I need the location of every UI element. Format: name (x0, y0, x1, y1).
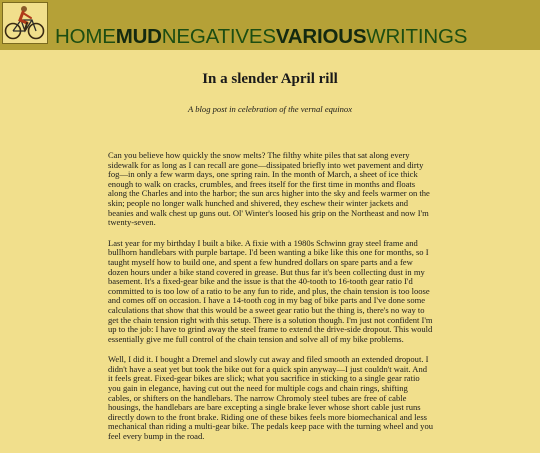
nav-various[interactable]: VARIOUS (275, 25, 367, 48)
nav-home[interactable]: HOME (55, 25, 116, 48)
bicycle-rider-icon (3, 3, 47, 43)
nav-writings[interactable]: WRITINGS (366, 25, 468, 48)
post-body (108, 151, 433, 453)
site-logo[interactable] (2, 2, 48, 44)
post-title: In a slender April rill (202, 71, 338, 87)
site-header (0, 0, 540, 50)
nav-negatives[interactable]: NEGATIVES (161, 25, 276, 48)
post-paragraph: Well, I did it. I bought a Dremel and slowly cut away and filed smooth an extended dropout. I didn't have a seat yet but took the bike out for a quick spin anyway—I just couldn't wait. And it feels great. Fixed-gear bikes are slick; what you sacrifice in sticking to a single gear ratio you gain in elegance, having cut out the need for multiple cogs and chain rings, shifting cables, or shifters on the handlebars. The narrow Chromoly steel tubes are free of cable housings, the handlebars are bare excepting a single brake lever whose short cable just runs directly down to the front brake. Riding one of these bikes feels more biomechanical and less mechanical than riding a multi-gear bike. The pedals keep pace with the turning wheel and you feel every bump in the road. (108, 354, 433, 442)
nav-mud[interactable]: MUD (115, 25, 162, 48)
main-nav (55, 26, 467, 48)
post-paragraph: Last year for my birthday I built a bike. A fixie with a 1980s Schwinn gray steel frame and bullhorn handlebars with purple bartape. I'd been wanting a bike like this one for months, so I taught myself how to build one, and spent a few hundred dollars on spare parts and a few dozen hours under a bike stand covered in grease. But thus far it's been collecting dust in my basement. It's a fixed-gear bike and the issue is that the 40-tooth to 16-tooth gear ratio I'd committed to is too low of a ratio to be any fun to ride, and plus, the chain tension is too loose and comes off on occasion. I have a 14-tooth cog in my bag of bike parts and I've done some calculations that show that this would be a sweet gear ratio but the thing is, there's no way to get the chain tension right with this setup. There is a solution though. I'm just not confident I'm up to the job: I have to grind away the steel frame to extend the drive-side dropout. This would essentially give me full control of the chain tension and solve all of my bike problems. (108, 237, 433, 344)
post-subtitle: A blog post in celebration of the vernal equinox (187, 104, 353, 114)
post-paragraph: Can you believe how quickly the snow melts? The filthy white piles that sat along every sidewalk for as long as I can recall are gone—dissipated briefly into wet pavement and dirty fog—in only a few warm days, one spring rain. In the month of March, a sheet of ice thick enough to walk on cracks, crumbles, and frees itself for the first time in months and floats along the Charles and into the harbor; the sun arcs higher into the sky and feels warmer on the skin; people no longer walk hunched and shivered, they eschew their winter jackets and beanies and walk chest up guns out. Ol' Winter's loosed his grip on the Northeast and now I'm twenty-seven. (108, 150, 430, 228)
